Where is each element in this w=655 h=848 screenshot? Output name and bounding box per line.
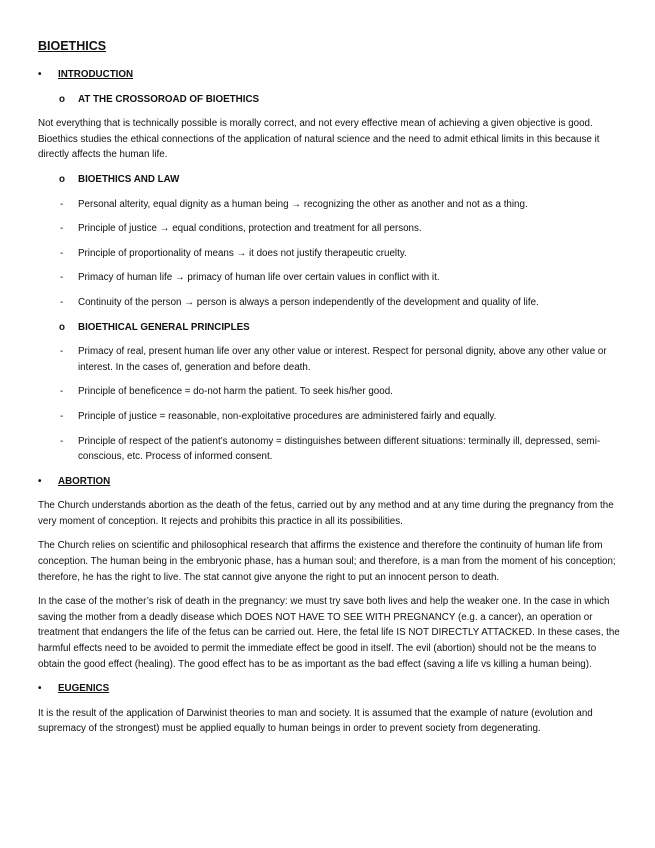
- document-title: BIOETHICS: [38, 39, 107, 53]
- dash-icon: -: [60, 410, 64, 422]
- dash-icon: -: [60, 247, 64, 259]
- section-heading-eugenics: [38, 681, 620, 697]
- list-item-text: Principle of proportionality of means → it does not justify therapeutic cruelty.: [78, 247, 407, 259]
- list-item-text: Continuity of the person → person is always a person independently of the development and quality of life.: [78, 296, 539, 308]
- bullet-icon: •: [38, 475, 42, 487]
- sub-bullet-icon: o: [59, 173, 65, 185]
- bullet-icon: •: [38, 683, 42, 695]
- list-item-text: Principle of justice = reasonable, non-exploitative procedures are administered fairly and equally.: [78, 410, 497, 422]
- paragraph-eugenics-1: It is the result of the application of Darwinist theories to man and society. It is assumed that the example of nature (evolution and supremacy of the strongest) must be applied equally to human beings in order to prevent society from degenerating.: [38, 707, 593, 735]
- list-item: [38, 246, 620, 262]
- section-heading-label: ABORTION: [58, 475, 111, 487]
- dash-icon: -: [60, 198, 64, 210]
- sub-bullet-icon: o: [59, 321, 65, 333]
- section-heading-label: EUGENICS: [58, 683, 110, 695]
- paragraph-abortion-2: The Church relies on scientific and philosophical research that affirms the existence and therefore the continuity of human life from conception. The human being in the embryonic phase, has a human soul; and therefore, is a man from the moment of his conception; therefore, he has the right to live. The stat cannot give anyone the right to put an innocent person to death.: [38, 540, 616, 583]
- list-item-text: Principle of justice → equal conditions, protection and treatment for all persons.: [78, 223, 422, 235]
- list-item-text: Principle of respect of the patient’s autonomy = distinguishes between different situations: terminally ill, depressed, semi-conscious, etc. Process of informed consent.: [78, 435, 601, 463]
- subsection-heading-law: [38, 172, 620, 188]
- bullet-icon: •: [38, 69, 42, 80]
- list-item: [38, 221, 620, 237]
- list-item: [38, 434, 620, 465]
- document-page: [38, 38, 620, 746]
- list-item: [38, 344, 620, 375]
- subsection-heading-label: BIOETHICS AND LAW: [78, 173, 180, 185]
- dash-icon: -: [60, 272, 64, 284]
- dash-icon: -: [60, 386, 64, 398]
- paragraph-abortion-3: In the case of the mother’s risk of death in the pregnancy: we must try save both lives and help the weaker one. In the case in which saving the mother from a deadly disease which DOES NOT HAVE TO SEE WITH PREGNANCY (e.g. a cancer), an operation or treatment that endangers the life of the fetus can be carried out. Here, the fetal life IS NOT DIRECTLY ATTACKED. In these cases, the harmful effects need to be avoided to permit the immediate effect be good in itself. The evil (abortion) should not be the means to obtain the good effect (healing). The good effect has to be as important as the bad effect (saving a life vs killing a human being).: [38, 596, 620, 670]
- list-item: [38, 409, 620, 425]
- subsection-heading-crossroad: [38, 92, 620, 108]
- list-item-text: Primacy of human life → primacy of human life over certain values in conflict with it.: [78, 272, 440, 284]
- paragraph-abortion-1: The Church understands abortion as the death of the fetus, carried out by any method and at any time during the pregnancy from the very moment of conception. It rejects and prohibits this practice in all its possibilities.: [38, 500, 614, 527]
- section-heading-abortion: [38, 474, 620, 490]
- dash-icon: -: [60, 435, 64, 447]
- subsection-heading-label: AT THE CROSSOROAD OF BIOETHICS: [78, 93, 260, 105]
- sub-bullet-icon: o: [59, 93, 65, 105]
- list-item: [38, 270, 620, 286]
- list-item: [38, 384, 620, 400]
- subsection-heading-label: BIOETHICAL GENERAL PRINCIPLES: [78, 321, 250, 333]
- list-item: [38, 197, 620, 213]
- section-heading-label: INTRODUCTION: [58, 69, 134, 80]
- dash-icon: -: [60, 346, 64, 358]
- list-item: [38, 295, 620, 311]
- dash-icon: -: [60, 296, 64, 308]
- section-heading-introduction: [38, 67, 620, 83]
- paragraph-crossroad: Not everything that is technically possible is morally correct, and not every effective mean of achieving a given objective is good. Bioethics studies the ethical connections of the application of natural science and the need to admit ethical limits in this because it directly affects the human life.: [38, 118, 600, 161]
- subsection-heading-principles: [38, 320, 620, 336]
- dash-icon: -: [60, 223, 64, 235]
- list-item-text: Personal alterity, equal dignity as a human being → recognizing the other as another and not as a thing.: [78, 198, 528, 210]
- list-item-text: Principle of beneficence = do-not harm the patient. To seek his/her good.: [78, 386, 393, 398]
- list-item-text: Primacy of real, present human life over any other value or interest. Respect for personal dignity, above any other value or interest. In the cases of, generation and before death.: [78, 346, 607, 373]
